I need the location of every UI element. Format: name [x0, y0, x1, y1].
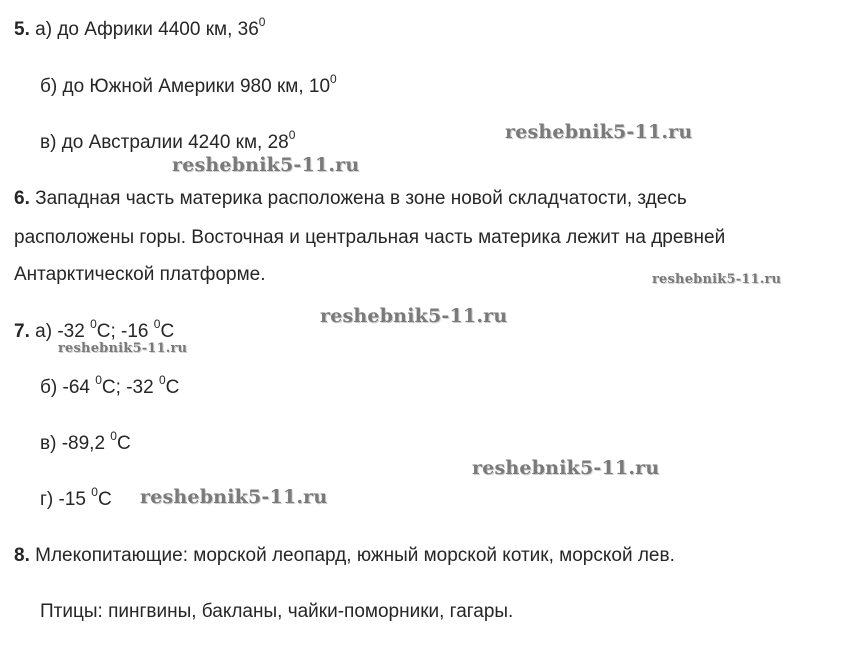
q7-answer-b [40, 372, 180, 400]
degree-mark: 0 [153, 316, 161, 331]
q5-a-text: а) до Африки 4400 км, 36 [35, 19, 259, 40]
q7-number: 7. [14, 321, 30, 342]
q8-line-2 [40, 600, 513, 624]
q5-answer-a [14, 14, 266, 42]
q5-c-text: в) до Австралии 4240 км, 28 [40, 132, 289, 153]
q8-line-1 [14, 544, 675, 568]
q7-a-part: C [160, 321, 175, 342]
q6-line-2 [14, 226, 725, 250]
q8-number: 8. [14, 545, 30, 566]
q6-text-1: Западная часть материка расположена в зоне новой складчатости, здесь [35, 188, 687, 209]
q7-d-part: C [97, 489, 112, 510]
q6-text-2: расположены горы. Восточная и центральная часть материка лежит на древней [14, 227, 726, 248]
q5-number: 5. [14, 19, 30, 40]
watermark: reshebnik5-11.ru [505, 121, 693, 143]
degree-mark: 0 [158, 372, 166, 387]
q6-text-3: Антарктической платформе. [14, 264, 266, 285]
q7-b-part: C [165, 377, 180, 398]
q7-answer-c [40, 428, 131, 456]
watermark: reshebnik5-11.ru [320, 305, 508, 327]
watermark: reshebnik5-11.ru [140, 486, 328, 508]
q7-c-part: в) -89,2 [40, 433, 111, 454]
q7-b-part: C; -32 [101, 377, 159, 398]
q6-number: 6. [14, 188, 30, 209]
degree-mark: 0 [110, 428, 117, 443]
q7-answer-d [40, 484, 112, 512]
degree-mark: 0 [90, 316, 97, 331]
watermark: reshebnik5-11.ru [58, 341, 188, 356]
degree-mark: 0 [258, 14, 266, 29]
q5-b-text: б) до Южной Америки 980 км, 10 [40, 76, 331, 97]
q6-line-3 [14, 263, 265, 287]
q7-b-part: б) -64 [40, 377, 96, 398]
q8-birds: Птицы: пингвины, бакланы, чайки-поморники, гагары. [40, 601, 514, 622]
q6-line-1 [14, 187, 687, 211]
q7-a-part: а) -32 [35, 321, 91, 342]
q7-c-part: C [116, 433, 131, 454]
degree-mark: 0 [91, 484, 98, 499]
q5-answer-c [40, 127, 296, 155]
watermark: reshebnik5-11.ru [472, 457, 660, 479]
q7-d-part: г) -15 [40, 489, 92, 510]
watermark: reshebnik5-11.ru [652, 272, 782, 287]
degree-mark: 0 [95, 372, 102, 387]
q7-a-part: C; -16 [96, 321, 154, 342]
watermark: reshebnik5-11.ru [172, 154, 360, 176]
q5-answer-b [40, 71, 337, 99]
degree-mark: 0 [288, 127, 296, 142]
q8-mammals: Млекопитающие: морской леопард, южный морской котик, морской лев. [35, 545, 675, 566]
degree-mark: 0 [330, 71, 337, 86]
